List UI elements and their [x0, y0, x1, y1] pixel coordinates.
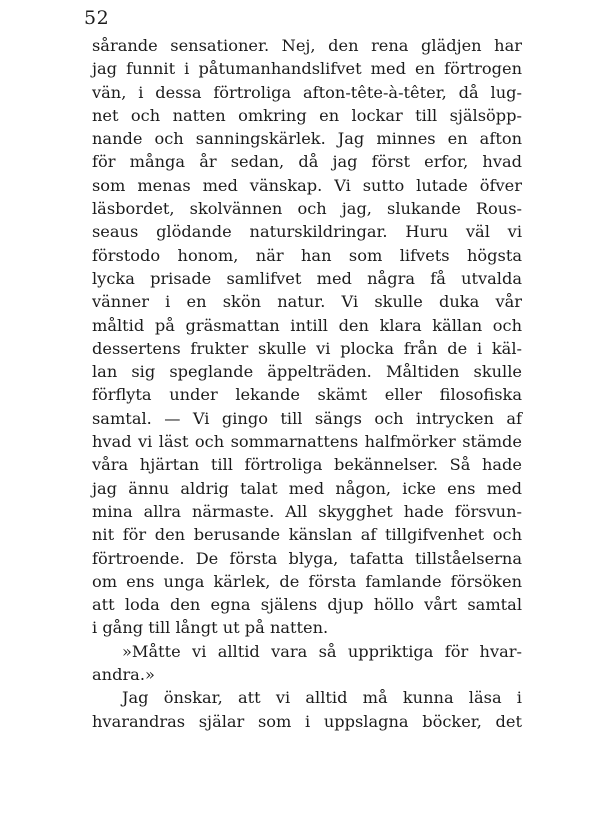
- page-number: 52: [84, 7, 110, 29]
- text-line: vänner i en skön natur. Vi skulle duka vår: [92, 292, 522, 312]
- paragraph-end-line: i gång till långt ut på natten.: [92, 618, 329, 638]
- text-line: förflyta under lekande skämt eller filosofiska: [92, 385, 522, 405]
- text-line: jag ännu aldrig talat med någon, icke ens med: [92, 478, 522, 498]
- text-line: våra hjärtan till förtroliga bekännelser. Så hade: [92, 455, 522, 475]
- text-line: som menas med vänskap. Vi sutto lutade öfver: [92, 175, 522, 195]
- text-line: lan sig speglande äppelträden. Måltiden skulle: [92, 362, 522, 382]
- text-line: mina allra närmaste. All skygghet hade försvun-: [92, 501, 522, 521]
- quote-end-line: andra.»: [92, 665, 155, 685]
- text-line: hvad vi läst och sommarnattens halfmörker stämde: [92, 432, 522, 452]
- text-line: nit för den berusande känslan af tillgifvenhet och: [92, 525, 522, 545]
- text-line: måltid på gräsmattan intill den klara källan och: [92, 315, 522, 335]
- text-line: lycka prisade samlifvet med några få utvalda: [92, 268, 522, 288]
- text-line: att loda den egna själens djup höllo vårt samtal: [92, 595, 522, 615]
- text-line: jag funnit i påtumanhandslifvet med en förtrogen: [92, 59, 522, 79]
- text-line: samtal. — Vi gingo till sängs och intrycken af: [92, 408, 522, 428]
- quote-line: »Måtte vi alltid vara så uppriktiga för hvar-: [122, 641, 522, 661]
- text-line: läsbordet, skolvännen och jag, slukande Rous-: [92, 199, 522, 219]
- text-line: förtroende. De första blyga, tafatta tillståelserna: [92, 548, 522, 568]
- text-line: nande och sanningskärlek. Jag minnes en afton: [92, 129, 522, 149]
- text-line: förstodo honom, när han som lifvets högsta: [92, 245, 522, 265]
- text-line: vän, i dessa förtroliga afton-tête-à-têter, då lug-: [92, 82, 522, 102]
- text-line: hvarandras själar som i uppslagna böcker, det: [92, 711, 522, 731]
- text-line: net och natten omkring en lockar till själsöpp-: [92, 105, 522, 125]
- body-text: [92, 34, 522, 733]
- text-line: seaus glödande naturskildringar. Huru väl vi: [92, 222, 522, 242]
- text-line: för många år sedan, då jag först erfor, hvad: [92, 152, 522, 172]
- text-line: Jag önskar, att vi alltid må kunna läsa i: [122, 688, 522, 708]
- text-line: sårande sensationer. Nej, den rena glädjen har: [92, 36, 522, 55]
- text-line: dessertens frukter skulle vi plocka från de i käl-: [92, 338, 522, 358]
- text-line: om ens unga kärlek, de första famlande försöken: [92, 571, 522, 591]
